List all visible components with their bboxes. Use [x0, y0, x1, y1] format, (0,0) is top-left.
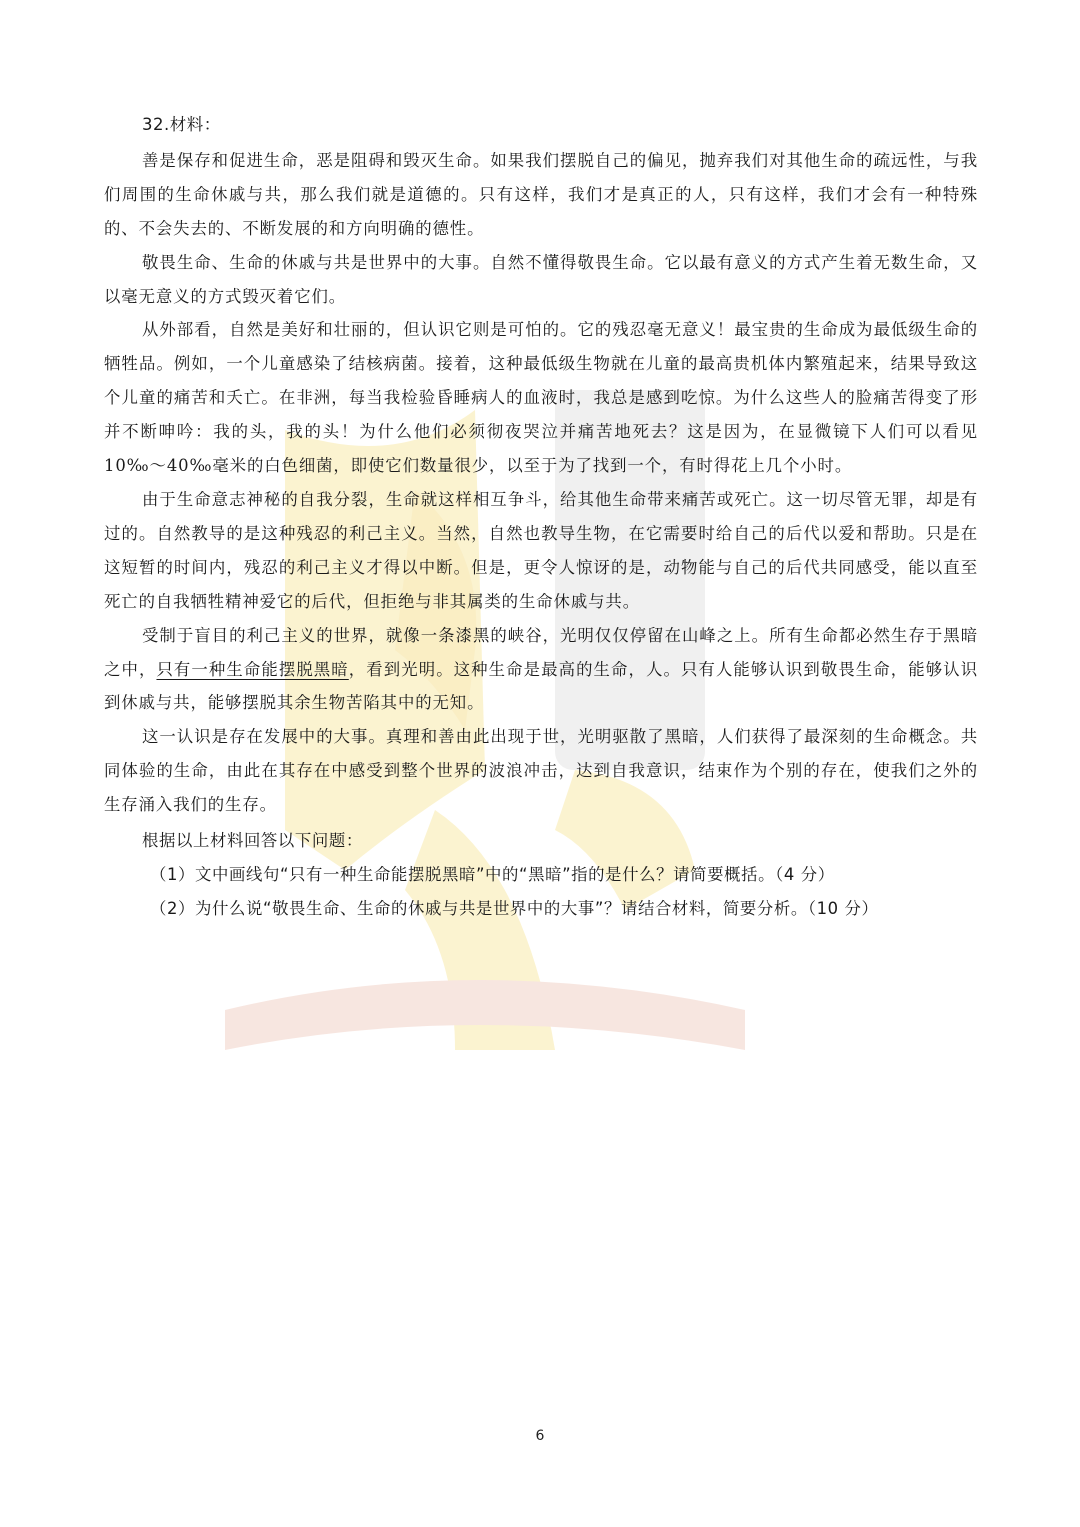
material-paragraph: 敬畏生命、生命的休戚与共是世界中的大事。自然不懂得敬畏生命。它以最有意义的方式产生着无数生命，又以毫无意义的方式毁灭着它们。	[104, 252, 978, 306]
underlined-sentence: 只有一种生命能摆脱黑暗	[156, 659, 349, 679]
question-heading: 32.材料：	[142, 115, 221, 134]
material-paragraph-with-underline	[104, 619, 978, 721]
material-paragraph: 从外部看，自然是美好和壮丽的，但认识它则是可怕的。它的残忍毫无意义！最宝贵的生命成为最低级生命的牺牲品。例如，一个儿童感染了结核病菌。接着，这种最低级生物就在儿童的最高贵机体内繁殖起来，结果导致这个儿童的痛苦和夭亡。在非洲，每当我检验昏睡病人的血液时，我总是感到吃惊。为什么这些人的脸痛苦得变了形并不断呻吟：我的头，我的头！为什么他们必须彻夜哭泣并痛苦地死去？这是因为，在显微镜下人们可以看见 10‰～40‰毫米的白色细菌，即使它们数量很少，以至于为了找到一个，有时得花上几个小时。	[104, 320, 978, 476]
questions-intro: 根据以上材料回答以下问题：	[142, 831, 363, 851]
question-item: （1）文中画线句“只有一种生命能摆脱黑暗”中的“黑暗”指的是什么？请简要概括。（4 分）	[150, 864, 835, 884]
material-paragraph: 善是保存和促进生命，恶是阻碍和毁灭生命。如果我们摆脱自己的偏见，抛弃我们对其他生命的疏远性，与我们周围的生命休戚与共，那么我们就是道德的。只有这样，我们才是真正的人，只有这样，我们才会有一种特殊的、不会失去的、不断发展的和方向明确的德性。	[104, 150, 978, 238]
question-content	[104, 108, 978, 926]
material-paragraph: 这一认识是存在发展中的大事。真理和善由此出现于世，光明驱散了黑暗，人们获得了最深刻的生命概念。共同体验的生命，由此在其存在中感受到整个世界的波浪冲击，达到自我意识，结束作为个别的存在，使我们之外的生存涌入我们的生存。	[104, 727, 978, 815]
question-item: （2）为什么说“敬畏生命、生命的休戚与共是世界中的大事”？请结合材料，简要分析。（10 分）	[150, 898, 879, 918]
paragraph-text-after: ，看到光明。这种生命是最高的生命，人。只有人能够认识到敬畏生命，能够认识到休戚与共，能够摆脱其余生物苦陷其中的无知。	[104, 659, 978, 713]
material-paragraph: 由于生命意志神秘的自我分裂，生命就这样相互争斗，给其他生命带来痛苦或死亡。这一切尽管无罪，却是有过的。自然教导的是这种残忍的利己主义。当然，自然也教导生物，在它需要时给自己的后代以爱和帮助。只是在这短暂的时间内，残忍的利己主义才得以中断。但是，更令人惊讶的是，动物能与自己的后代共同感受，能以直至死亡的自我牺牲精神爱它的后代，但拒绝与非其属类的生命休戚与共。	[104, 489, 978, 611]
page-number: 6	[535, 1428, 545, 1444]
paragraph-text-before: 受制于盲目的利己主义的世界，就像一条漆黑的峡谷，光明仅仅停留在山峰之上。所有生命都必然生存于黑暗之中，	[104, 625, 978, 679]
